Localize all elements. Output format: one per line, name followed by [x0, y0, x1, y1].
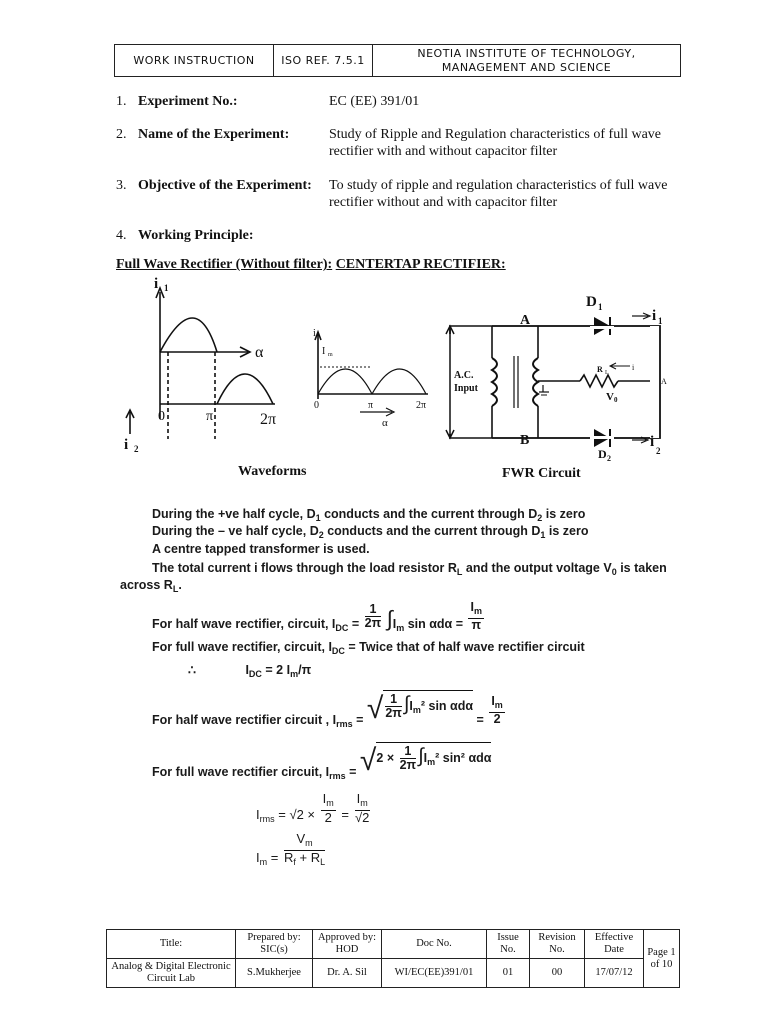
label-ac: A.C.	[454, 370, 474, 381]
item-label: Name of the Experiment:	[138, 127, 290, 142]
footer-approved-value: Dr. A. Sil	[313, 959, 382, 988]
item-number: 1.	[116, 94, 127, 109]
svg-text:1: 1	[658, 316, 663, 326]
header-table	[114, 44, 681, 77]
text-line-negative-half: During the – ve half cycle, $D_2$ conducts and the current through $D_1$ is zero	[152, 524, 589, 540]
label-2pi: 2π	[260, 411, 277, 428]
header-work-instruction: WORK INSTRUCTION	[115, 45, 274, 77]
item-label: Experiment No.:	[138, 94, 238, 109]
footer-revision-value: 00	[530, 959, 585, 988]
label-RL: R	[597, 365, 603, 374]
eq-idc-result: ∴ $I_{DC} = 2$ $I_m/\pi$	[188, 663, 312, 679]
label-input: Input	[454, 383, 478, 394]
svg-text:L: L	[605, 370, 609, 376]
footer-effective-value: 17/07/12	[585, 959, 644, 988]
svg-text:2: 2	[656, 446, 661, 456]
label-small-zero: 0	[314, 400, 319, 411]
footer-prepared-header: Prepared by: SIC(s)	[236, 930, 313, 959]
label-circuit-i2: i	[650, 434, 655, 450]
caption-waveforms: Waveforms	[238, 464, 307, 479]
label-D1: D	[586, 294, 597, 310]
label-small-i: i	[313, 328, 316, 339]
eq-fullwave-irms: For full wave rectifier circuit, $I_{rms} = √2$ × $\frac{1}{2\pi}$ $\int I_m^2$ sin² αdα	[152, 744, 492, 781]
item-value: To study of ripple and regulation characteristics of full wave rectifier without and with capacitor filter	[329, 178, 668, 210]
svg-text:2: 2	[607, 454, 611, 463]
item-value: Study of Ripple and Regulation characteristics of full wave rectifier with and without capacitor filter	[329, 127, 662, 159]
footer-issue-value: 01	[487, 959, 530, 988]
footer-docno-header: Doc No.	[382, 930, 487, 959]
svg-text:2: 2	[134, 444, 139, 454]
section-heading-part1: Full Wave Rectifier (Without filter):	[116, 257, 333, 272]
footer-effective-header: Effective Date	[585, 930, 644, 959]
text-line-positive-half: During the +ve half cycle, $D_1$ conducts and the current through $D_2$ is zero	[152, 507, 586, 523]
caption-fwr-circuit: FWR Circuit	[502, 466, 581, 481]
footer-approved-header: Approved by: HOD	[313, 930, 382, 959]
label-Vo: V	[606, 391, 614, 403]
label-small-2pi: 2π	[416, 400, 427, 411]
label-right-A: A	[661, 377, 667, 386]
footer-title-header: Title:	[107, 930, 236, 959]
item-value: EC (EE) 391/01	[329, 94, 420, 109]
label-zero: 0	[158, 409, 165, 424]
label-circuit-i1: i	[652, 308, 657, 324]
label-i2: i	[124, 437, 129, 453]
svg-text:1: 1	[164, 283, 169, 293]
footer-revision-header: Revision No.	[530, 930, 585, 959]
text-line-total-current: The total current i flows through the load resistor $R_L$ and the output voltage $V_0$ is taken	[152, 561, 667, 577]
footer-issue-header: Issue No.	[487, 930, 530, 959]
footer-prepared-value: S.Mukherjee	[236, 959, 313, 988]
rectifier-figure	[110, 274, 670, 489]
label-B: B	[520, 433, 530, 448]
label-small-pi: π	[368, 400, 374, 411]
section-heading	[116, 257, 506, 273]
item-number: 3.	[116, 178, 127, 193]
svg-text:0: 0	[614, 396, 618, 404]
label-load-i: i	[632, 363, 635, 372]
item-number: 2.	[116, 127, 127, 142]
svg-text:m: m	[328, 352, 333, 358]
footer-table	[106, 929, 680, 988]
label-Im: I	[322, 346, 326, 357]
svg-text:1: 1	[598, 302, 603, 312]
eq-irms-result: $I_{rms} = √2$ × $\frac{I_m}{2}$ = $\frac{I_m}{√2}$	[256, 791, 370, 825]
footer-docno-value: WI/EC(EE)391/01	[382, 959, 487, 988]
text-line-across-rl: across $R_L$.	[120, 578, 182, 594]
eq-halfwave-irms: For half wave rectifier circuit , $I_{rms}$ = √ $\frac{1}{2\pi}$ $\int I_m^2$ sin αdα = $\frac{I_m}{2}$	[152, 692, 503, 729]
eq-halfwave-idc: For half wave rectifier, circuit, $I_{DC}$ = $\frac{1}{2\pi}$ $\int I_m$ sin αdα = $\frac{I_m}{\pi}$	[152, 600, 482, 633]
label-D2: D	[598, 447, 607, 461]
footer-page: Page 1 of 10	[644, 930, 680, 988]
label-pi: π	[206, 409, 214, 424]
item-label: Working Principle:	[138, 228, 254, 243]
footer-title-value: Analog & Digital Electronic Circuit Lab	[107, 959, 236, 988]
header-iso-ref: ISO REF. 7.5.1	[274, 45, 373, 77]
item-label: Objective of the Experiment:	[138, 178, 312, 193]
label-small-alpha: α	[382, 417, 388, 429]
label-i1: i	[154, 276, 159, 292]
eq-fullwave-idc: For full wave rectifier, circuit, $I_{DC}$ = Twice that of half wave rectifier circuit	[152, 640, 585, 656]
section-heading-part2: CENTERTAP RECTIFIER:	[335, 257, 506, 272]
label-alpha: α	[255, 344, 264, 361]
text-line-transformer: A centre tapped transformer is used.	[152, 542, 370, 556]
label-A: A	[520, 313, 531, 328]
header-institute: NEOTIA INSTITUTE OF TECHNOLOGY, MANAGEMENT AND SCIENCE	[373, 45, 681, 77]
item-number: 4.	[116, 228, 127, 243]
eq-im-result: $I_m$ = $\frac{V_m}{R_f + R_L}$	[256, 831, 326, 867]
